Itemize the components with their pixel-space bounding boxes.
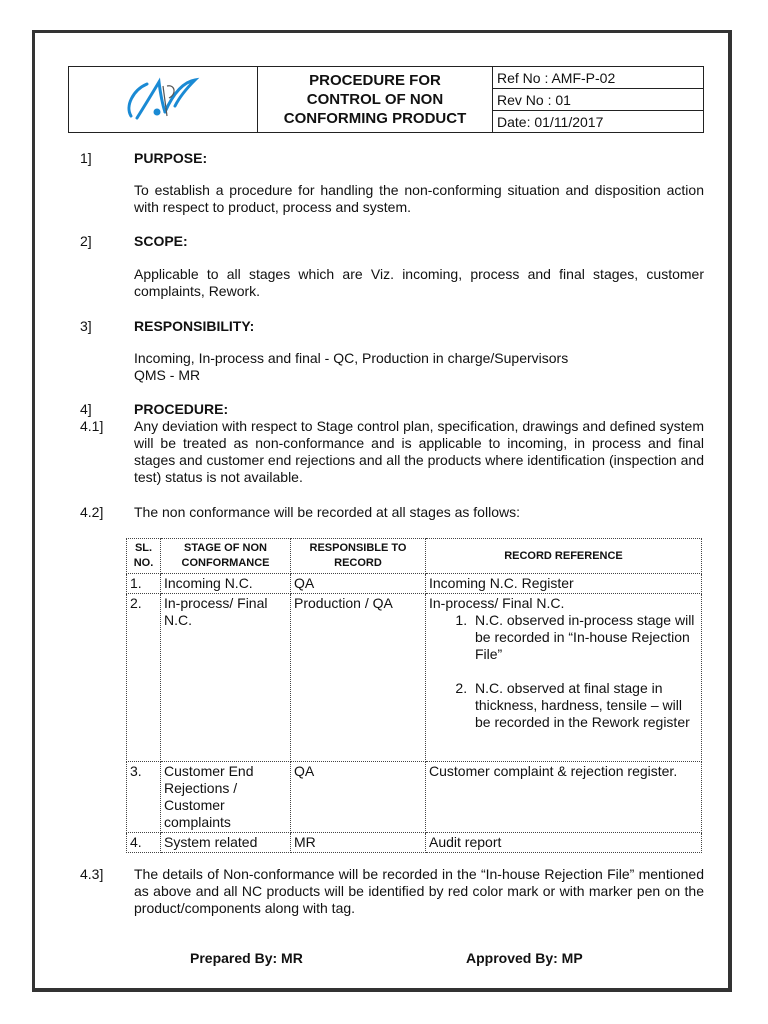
approved-by: Approved By: MP bbox=[466, 950, 583, 966]
table-row bbox=[127, 574, 702, 594]
cell-sl: 4. bbox=[127, 833, 161, 853]
title-line-3: CONFORMING PRODUCT bbox=[283, 110, 467, 127]
nc-record-table bbox=[126, 538, 702, 853]
section-title-scope: SCOPE: bbox=[134, 233, 188, 249]
cell-sl: 3. bbox=[127, 762, 161, 833]
col-header-sl: SL. NO. bbox=[127, 539, 161, 574]
record-sublist bbox=[429, 612, 698, 663]
clause-number: 4.1] bbox=[80, 418, 104, 434]
ref-no: Ref No : AMF-P-02 bbox=[493, 67, 704, 89]
clause-4-3-text: The details of Non-conformance will be recorded in the “In-house Rejection File” mentioned as above and all NC products will be identified by red color mark or with marker pen on the product/components along with tag. bbox=[134, 866, 704, 916]
title-line-1: PROCEDURE FOR bbox=[309, 72, 441, 89]
clause-number: 4.3] bbox=[80, 866, 104, 882]
responsibility-line-1: Incoming, In-process and final - QC, Production in charge/Supervisors bbox=[134, 350, 569, 366]
cell-record bbox=[426, 594, 702, 762]
cell-record: Customer complaint & rejection register. bbox=[426, 762, 702, 833]
section-number: 4] bbox=[80, 401, 92, 417]
record-heading: In-process/ Final N.C. bbox=[429, 595, 565, 611]
col-header-responsible: RESPONSIBLE TO RECORD bbox=[291, 539, 426, 574]
cell-stage: Incoming N.C. bbox=[161, 574, 291, 594]
col-header-record: RECORD REFERENCE bbox=[426, 539, 702, 574]
record-subitem: 2. N.C. observed at final stage in thickness, hardness, tensile – will be recorded in the Rework register bbox=[471, 680, 698, 731]
responsibility-line-2: QMS - MR bbox=[134, 367, 201, 383]
responsibility-text bbox=[134, 350, 704, 384]
cell-stage: In-process/ Final N.C. bbox=[161, 594, 291, 762]
rev-no: Rev No : 01 bbox=[493, 89, 704, 111]
doc-date: Date: 01/11/2017 bbox=[493, 111, 704, 133]
section-number: 3] bbox=[80, 318, 92, 334]
section-title-purpose: PURPOSE: bbox=[134, 150, 208, 166]
clause-number: 4.2] bbox=[80, 504, 104, 520]
section-number: 1] bbox=[80, 150, 92, 166]
record-subitem: 1. N.C. observed in-process stage will be recorded in “In-house Rejection File” bbox=[471, 612, 698, 663]
table-row bbox=[127, 762, 702, 833]
table-row bbox=[127, 594, 702, 762]
cell-sl: 2. bbox=[127, 594, 161, 762]
purpose-text: To establish a procedure for handling the non-conforming situation and disposition action with respect to product, process and system. bbox=[134, 182, 704, 215]
section-title-responsibility: RESPONSIBILITY: bbox=[134, 318, 255, 334]
cell-responsible: MR bbox=[291, 833, 426, 853]
document-title bbox=[258, 67, 493, 133]
cell-responsible: Production / QA bbox=[291, 594, 426, 762]
record-sublist bbox=[429, 680, 698, 731]
cell-responsible: QA bbox=[291, 762, 426, 833]
section-number: 2] bbox=[80, 233, 92, 249]
clause-4-1-text: Any deviation with respect to Stage control plan, specification, drawings and defined system will be treated as non-conformance and is applicable to incoming, in process and final stages and customer end rejections and all the products where identification (inspection and test) status is not available. bbox=[134, 418, 704, 485]
section-title-procedure: PROCEDURE: bbox=[134, 401, 229, 417]
clause-4-2-text: The non conformance will be recorded at all stages as follows: bbox=[134, 504, 520, 520]
cell-responsible: QA bbox=[291, 574, 426, 594]
prepared-by: Prepared By: MR bbox=[190, 950, 303, 966]
table-row bbox=[127, 833, 702, 853]
title-line-2: CONTROL OF NON bbox=[306, 91, 444, 108]
company-logo-icon bbox=[123, 72, 203, 122]
col-header-stage: STAGE OF NON CONFORMANCE bbox=[161, 539, 291, 574]
cell-stage: System related bbox=[161, 833, 291, 853]
cell-sl: 1. bbox=[127, 574, 161, 594]
table-header-row bbox=[127, 539, 702, 574]
cell-record: Audit report bbox=[426, 833, 702, 853]
cell-record: Incoming N.C. Register bbox=[426, 574, 702, 594]
logo-cell bbox=[69, 67, 258, 133]
scope-text: Applicable to all stages which are Viz. incoming, process and final stages, customer complaints, Rework. bbox=[134, 266, 704, 299]
cell-stage: Customer End Rejections / Customer complaints bbox=[161, 762, 291, 833]
document-header bbox=[68, 66, 704, 133]
